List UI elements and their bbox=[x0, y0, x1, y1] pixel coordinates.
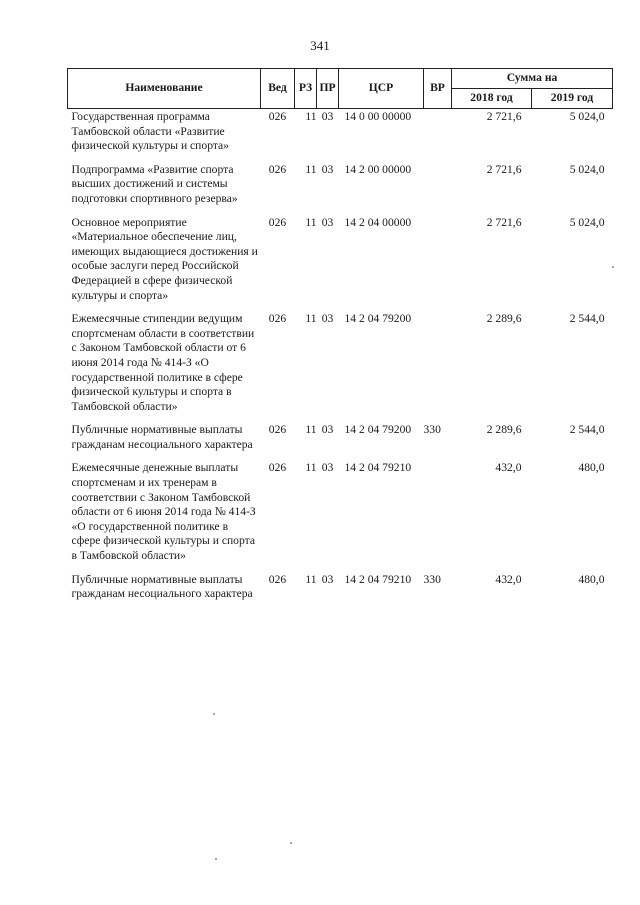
row-ved: 026 bbox=[268, 423, 287, 437]
row-vr bbox=[424, 215, 452, 312]
budget-table bbox=[67, 68, 613, 610]
row-sum-2018: 2 721,6 bbox=[486, 162, 522, 176]
row-sum-2018: 2 289,6 bbox=[486, 312, 522, 326]
table-row bbox=[68, 422, 613, 460]
row-ved: 026 bbox=[268, 312, 287, 326]
row-rz: 11 bbox=[305, 162, 317, 176]
table-row bbox=[68, 572, 613, 610]
table-header bbox=[68, 69, 613, 109]
row-sum-2018: 2 289,6 bbox=[486, 423, 522, 437]
header-pr: ПР bbox=[317, 69, 339, 109]
row-rz: 11 bbox=[305, 110, 317, 123]
row-name: Публичные нормативные выплаты гражданам несоциального характера bbox=[71, 423, 253, 451]
row-sum-2019: 5 024,0 bbox=[569, 215, 605, 229]
row-name: Публичные нормативные выплаты гражданам несоциального характера bbox=[71, 572, 253, 601]
row-csr: 14 2 04 79210 bbox=[344, 461, 412, 475]
row-rz: 11 bbox=[305, 423, 317, 437]
row-sum-2018: 432,0 bbox=[495, 572, 522, 586]
header-ved: Вед bbox=[261, 69, 295, 109]
row-pr: 03 bbox=[321, 461, 334, 475]
row-csr: 14 2 04 79200 bbox=[344, 312, 412, 326]
row-pr: 03 bbox=[321, 572, 334, 586]
row-ved: 026 bbox=[268, 572, 287, 586]
scan-speck bbox=[612, 266, 614, 268]
row-pr: 03 bbox=[321, 423, 334, 437]
header-vr: ВР bbox=[424, 69, 452, 109]
table-row bbox=[68, 311, 613, 422]
row-rz: 11 bbox=[305, 572, 317, 586]
page-number: 341 bbox=[310, 38, 330, 53]
row-csr: 14 2 04 79210 bbox=[344, 572, 412, 586]
table-row bbox=[68, 215, 613, 312]
row-vr: 330 bbox=[423, 572, 441, 586]
table-body bbox=[68, 109, 613, 610]
table-row bbox=[68, 162, 613, 215]
row-csr: 14 0 00 00000 bbox=[344, 110, 412, 123]
row-ved: 026 bbox=[268, 215, 287, 229]
header-name: Наименование bbox=[68, 69, 261, 109]
header-year-2019: 2019 год bbox=[532, 89, 613, 109]
row-sum-2019: 2 544,0 bbox=[569, 312, 605, 326]
row-sum-2019: 5 024,0 bbox=[569, 110, 605, 123]
row-rz: 11 bbox=[305, 312, 317, 326]
row-sum-2018: 432,0 bbox=[495, 461, 522, 475]
row-pr: 03 bbox=[321, 110, 334, 123]
row-sum-2019: 480,0 bbox=[578, 461, 605, 475]
row-pr: 03 bbox=[321, 162, 334, 176]
row-csr: 14 2 04 79200 bbox=[344, 423, 412, 437]
row-sum-2018: 2 721,6 bbox=[486, 215, 522, 229]
row-pr: 03 bbox=[321, 215, 334, 229]
row-vr bbox=[424, 460, 452, 571]
row-name: Подпрограмма «Развитие спорта высших достижений и системы подготовки спортивного резерва» bbox=[71, 162, 238, 205]
header-year-2018: 2018 год bbox=[452, 89, 532, 109]
row-csr: 14 2 00 00000 bbox=[344, 162, 412, 176]
row-sum-2019: 2 544,0 bbox=[569, 423, 605, 437]
row-ved: 026 bbox=[268, 461, 287, 475]
row-rz: 11 bbox=[305, 461, 317, 475]
row-rz: 11 bbox=[305, 215, 317, 229]
row-name: Основное мероприятие «Материальное обеспечение лиц, имеющих выдающиеся достижения и особые заслуги перед Российской Федерацией в сфере физической культуры и спорта» bbox=[71, 215, 258, 302]
row-vr: 330 bbox=[423, 423, 441, 437]
row-sum-2019: 5 024,0 bbox=[569, 162, 605, 176]
header-sum-on: Сумма на bbox=[452, 69, 613, 89]
row-sum-2019: 480,0 bbox=[578, 572, 605, 586]
table-row bbox=[68, 460, 613, 571]
row-name: Государственная программа Тамбовской области «Развитие физической культуры и спорта» bbox=[71, 110, 229, 153]
header-rz: РЗ bbox=[295, 69, 317, 109]
row-name: Ежемесячные денежные выплаты спортсменам и их тренерам в соответствии с Законом Тамбовской области от 6 июня 2014 года № 414-З «О государственной политике в сфере физической культуры и спорта в Тамбовской области» bbox=[71, 461, 256, 563]
row-vr bbox=[424, 162, 452, 215]
table-row bbox=[68, 109, 613, 162]
row-vr bbox=[424, 109, 452, 162]
scan-speck bbox=[215, 858, 217, 860]
scan-speck bbox=[290, 842, 292, 844]
row-name: Ежемесячные стипендии ведущим спортсменам области в соответствии с Законом Тамбовской области от 6 июня 2014 года № 414-З «О государственной политике в сфере физической культуры и спорта в Тамбовской области» bbox=[71, 312, 255, 413]
row-ved: 026 bbox=[268, 162, 287, 176]
row-csr: 14 2 04 00000 bbox=[344, 215, 412, 229]
row-ved: 026 bbox=[268, 110, 287, 123]
row-pr: 03 bbox=[321, 312, 334, 326]
scan-speck bbox=[213, 713, 215, 715]
row-vr bbox=[424, 311, 452, 422]
row-sum-2018: 2 721,6 bbox=[486, 110, 522, 123]
header-csr: ЦСР bbox=[339, 69, 424, 109]
